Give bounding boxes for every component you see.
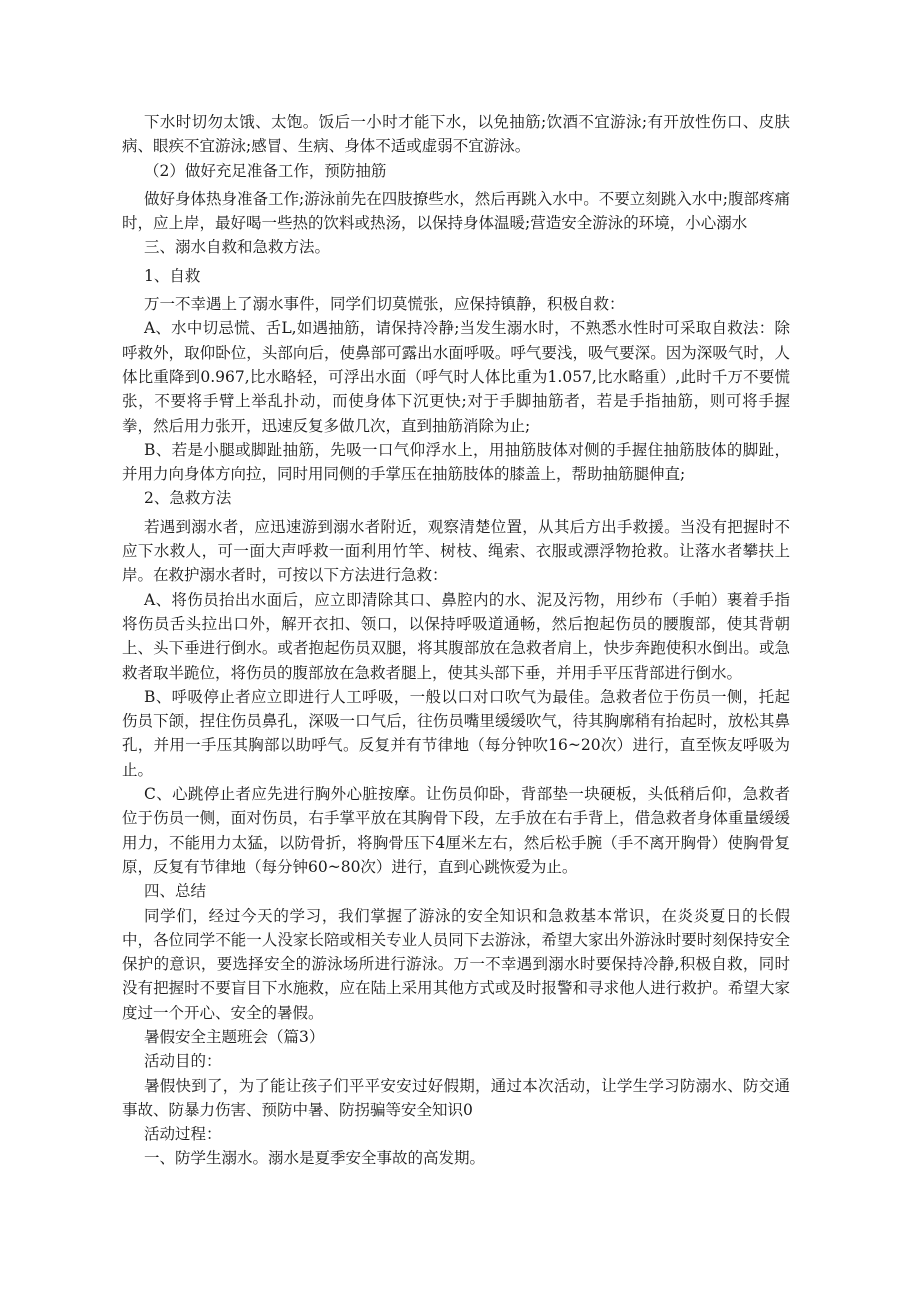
document-body [122, 110, 790, 1171]
paragraph-first-aid-intro: 若遇到溺水者，应迅速游到溺水者附近，观察清楚位置，从其后方出手救援。当没有把握时不应下水救人，可一面大声呼救一面利用竹竿、树枝、绳索、衣服或漂浮物抢救。让落水者攀扶上岸。在救护溺水者时，可按以下方法进行急救： [122, 517, 790, 585]
paragraph-self-rescue-a: A、水中切忌慌、舌L,如遇抽筋，请保持冷静;当发生溺水时，不熟悉水性时可采取自救法：除呼救外，取仰卧位，头部向后，使鼻部可露出水面呼吸。呼气要浅，吸气要深。因为深吸气时，人体比重降到0.967,比水略轻，可浮出水面（呼气时人体比重为1.057,比水略重）,此时千万不要慌张，不要将手臂上举乱扑动，而使身体下沉更快;对于手脚抽筋者，若是手指抽筋，则可将手握拳，然后用力张开，迅速反复多做几次，直到抽筋消除为止; [122, 319, 790, 435]
subheading-self-rescue: 1、自救 [144, 266, 201, 285]
paragraph-stay-calm: 万一不幸遇上了溺水事件，同学们切莫慌张，应保持镇静，积极自救： [144, 295, 625, 314]
section-heading-summary: 四、总结 [144, 882, 207, 901]
paragraph-activity-purpose: 暑假快到了，为了能让孩子们平平安安过好假期，通过本次活动，让学生学习防溺水、防交通事故、防暴力伤害、预防中暑、防拐骗等安全知识0 [122, 1076, 790, 1119]
subheading-first-aid: 2、急救方法 [144, 489, 232, 508]
paragraph-activity-process-label: 活动过程： [144, 1125, 222, 1144]
paragraph-first-aid-c: C、心跳停止者应先进行胸外心脏按摩。让伤员仰卧，背部垫一块硬板，头低稍后仰，急救者位于伤员一侧，面对伤员，右手掌平放在其胸骨下段，左手放在右手背上，借急救者身体重量缓缓用力，不能用力太猛，以防骨折，将胸骨压下4厘米左右，然后松手腕（手不离开胸骨）使胸骨复原，反复有节律地（每分钟60~80次）进行，直到心跳恢爱为止。 [122, 785, 790, 876]
paragraph-summary: 同学们，经过今天的学习，我们掌握了游泳的安全知识和急救基本常识，在炎炎夏日的长假中，各位同学不能一人没家长陪或相关专业人员同下去游泳，希望大家出外游泳时要时刻保持安全保护的意识，要选择安全的游泳场所进行游泳。万一不幸遇到溺水时要保持冷静,积极自救，同时没有把握时不要盲目下水施救，应在陆上采用其他方式或及时报警和寻求他人进行救护。希望大家度过一个开心、安全的暑假。 [122, 906, 790, 1022]
paragraph-warmup: 做好身体热身准备工作;游泳前先在四肢撩些水，然后再跳入水中。不要立刻跳入水中;腹部疼痛时，应上岸，最好喝一些热的饮料或热汤，以保持身体温暖;营造安全游泳的环境，小心溺水 [122, 189, 790, 233]
paragraph-drowning-prevention: 一、防学生溺水。溺水是夏季安全事故的高发期。 [144, 1149, 486, 1168]
paragraph-swim-conditions: 下水时切勿太饿、太饱。饭后一小时才能下水，以免抽筋;饮酒不宜游泳;有开放性伤口、皮肤病、眼疾不宜游泳;感冒、生病、身体不适或虚弱不宜游泳。 [122, 113, 790, 156]
section-heading-rescue: 三、溺水自救和急救方法。 [144, 238, 331, 257]
paragraph-self-rescue-b: B、若是小腿或脚趾抽筋，先吸一口气仰浮水上，用抽筋肢体对侧的手握住抽筋肢体的脚趾，并用力向身体方向拉，同时用同侧的手掌压在抽筋肢体的膝盖上，帮助抽筋腿伸直; [122, 440, 790, 484]
paragraph-heading-preparation: （2）做好充足准备工作，预防抽筋 [144, 161, 387, 180]
paragraph-activity-purpose-label: 活动目的： [144, 1052, 222, 1071]
paragraph-first-aid-a: A、将伤员抬出水面后，应立即清除其口、鼻腔内的水、泥及污物，用纱布（手帕）裹着手指将伤员舌头拉出口外，解开衣扣、领口，以保持呼吸道通畅，然后抱起伤员的腰腹部，使其背朝上、头下垂进行倒水。或者抱起伤员双腿，将其腹部放在急救者肩上，快步奔跑使积水倒出。或急救者取半跪位，将伤员的腹部放在急救者腿上，使其头部下垂，并用手平压背部进行倒水。 [122, 590, 790, 682]
paragraph-heading-part3: 暑假安全主题班会（篇3） [144, 1027, 325, 1046]
paragraph-first-aid-b: B、呼吸停止者应立即进行人工呼吸，一般以口对口吹气为最佳。急救者位于伤员一侧，托起伤员下颌，捏住伤员鼻孔，深吸一口气后，往伤员嘴里缓缓吹气，待其胸廓稍有抬起时，放松其鼻孔，并用一手压其胸部以助呼气。反复并有节律地（每分钟吹16~20次）进行，直至恢友呼吸为止。 [122, 687, 790, 779]
